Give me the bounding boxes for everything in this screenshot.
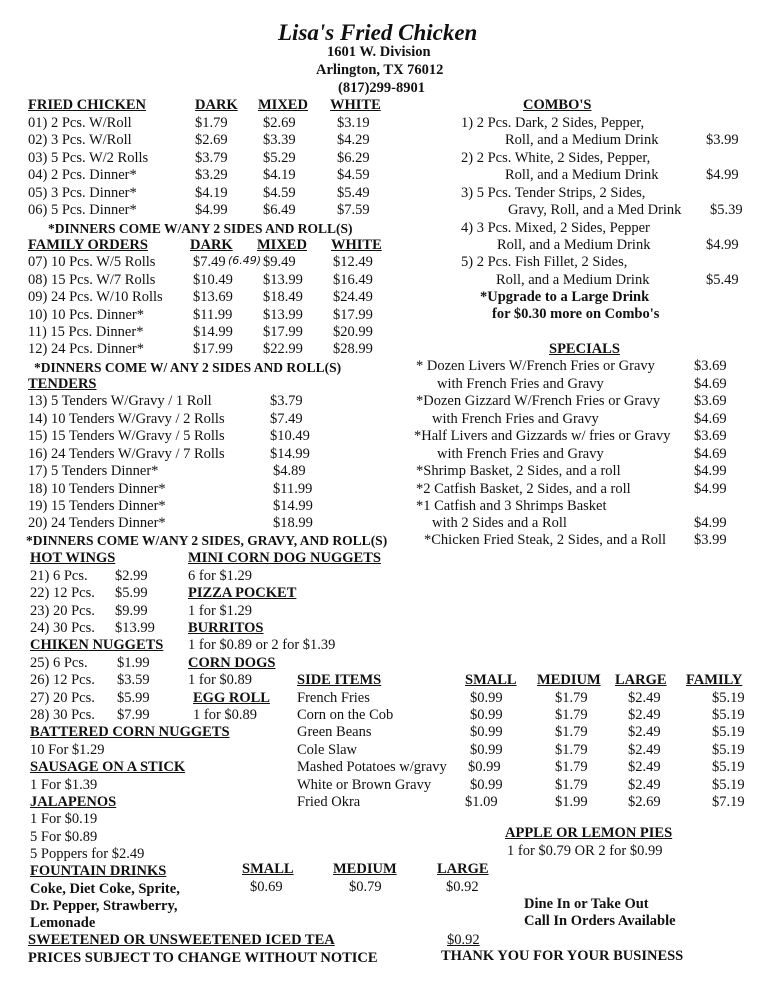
price: $10.49 (193, 272, 233, 288)
menu-row: 09) 24 Pcs. W/10 Rolls (28, 289, 163, 305)
col-medium: MEDIUM (537, 672, 601, 688)
price: $14.99 (193, 324, 233, 340)
price: $5.19 (712, 690, 745, 706)
menu-row: 18) 10 Tenders Dinner* (28, 481, 166, 497)
menu-row: 17) 5 Tenders Dinner* (28, 463, 159, 479)
price: $2.49 (628, 759, 661, 775)
address-line-2: Arlington, TX 76012 (316, 62, 444, 78)
special-line: *2 Catfish Basket, 2 Sides, and a roll (416, 481, 631, 497)
col-dark: DARK (195, 97, 238, 113)
corn-dogs-price: 1 for $0.89 (188, 672, 253, 688)
egg-roll-title: EGG ROLL (193, 690, 270, 706)
price: $3.59 (117, 672, 150, 688)
menu-row: 03) 5 Pcs. W/2 Rolls (28, 150, 149, 166)
price: $13.99 (115, 620, 155, 636)
price: $17.99 (333, 307, 373, 323)
price: $9.49 (263, 254, 296, 270)
price: $4.69 (694, 411, 727, 427)
price: $4.19 (263, 167, 296, 183)
nuggets-title: CHIKEN NUGGETS (30, 637, 164, 653)
price: $16.49 (333, 272, 373, 288)
price: $7.19 (712, 794, 745, 810)
price: $9.99 (115, 603, 148, 619)
price: $5.19 (712, 707, 745, 723)
col-mixed: MIXED (258, 97, 308, 113)
menu-row: 05) 3 Pcs. Dinner* (28, 185, 137, 201)
special-line: *1 Catfish and 3 Shrimps Basket (416, 498, 607, 514)
price: $3.69 (694, 393, 727, 409)
fountain-drinks-title: FOUNTAIN DRINKS (30, 863, 167, 879)
battered-corn-price: 10 For $1.29 (30, 742, 105, 758)
price: $0.99 (470, 742, 503, 758)
price: $5.29 (263, 150, 296, 166)
combo-line: Gravy, Roll, and a Med Drink (508, 202, 682, 218)
jalapenos-price: 5 For $0.89 (30, 829, 98, 845)
price: $4.69 (694, 376, 727, 392)
menu-row: 28) 30 Pcs. (30, 707, 95, 723)
price: $4.99 (706, 167, 739, 183)
menu-row: 12) 24 Pcs. Dinner* (28, 341, 144, 357)
price: $2.49 (628, 707, 661, 723)
price: $1.09 (465, 794, 498, 810)
price: $1.79 (555, 690, 588, 706)
special-line: with French Fries and Gravy (437, 376, 604, 392)
price: $13.99 (263, 307, 303, 323)
battered-corn-title: BATTERED CORN NUGGETS (30, 724, 230, 740)
price: $5.49 (706, 272, 739, 288)
price: $4.69 (694, 446, 727, 462)
price: $7.59 (337, 202, 370, 218)
drinks-list: Coke, Diet Coke, Sprite, (30, 881, 180, 897)
combo-line: Roll, and a Medium Drink (505, 132, 659, 148)
side-items-title: SIDE ITEMS (297, 672, 382, 688)
jalapenos-title: JALAPENOS (30, 794, 117, 810)
combo-line: Roll, and a Medium Drink (497, 237, 651, 253)
combo-line: 1) 2 Pcs. Dark, 2 Sides, Pepper, (461, 115, 645, 131)
price: $3.79 (195, 150, 228, 166)
price: $3.69 (694, 428, 727, 444)
price: $22.99 (263, 341, 303, 357)
special-line: *Shrimp Basket, 2 Sides, and a roll (416, 463, 621, 479)
upgrade-note: for $0.30 more on Combo's (492, 306, 660, 322)
price: $5.19 (712, 742, 745, 758)
price: $4.89 (273, 463, 306, 479)
menu-row: 25) 6 Pcs. (30, 655, 88, 671)
price: $5.99 (117, 690, 150, 706)
price: $7.49 (270, 411, 303, 427)
tenders-title: TENDERS (28, 376, 97, 392)
price: $14.99 (273, 498, 313, 514)
corn-dog-nuggets-title: MINI CORN DOG NUGGETS (188, 550, 381, 566)
price: $1.79 (555, 777, 588, 793)
jalapenos-price: 1 For $0.19 (30, 811, 98, 827)
price: $18.49 (263, 289, 303, 305)
price: $1.99 (117, 655, 150, 671)
combo-line: 2) 2 Pcs. White, 2 Sides, Pepper, (461, 150, 651, 166)
menu-row: 23) 20 Pcs. (30, 603, 95, 619)
price: $20.99 (333, 324, 373, 340)
price: $3.19 (337, 115, 370, 131)
pies-title: APPLE OR LEMON PIES (505, 825, 673, 841)
burritos-price: 1 for $0.89 or 2 for $1.39 (188, 637, 336, 653)
price: $2.69 (195, 132, 228, 148)
price: $2.49 (628, 742, 661, 758)
price: $2.49 (628, 690, 661, 706)
price: $28.99 (333, 341, 373, 357)
price: $3.99 (694, 532, 727, 548)
price: $14.99 (270, 446, 310, 462)
restaurant-title: Lisa's Fried Chicken (278, 20, 478, 45)
price: $0.99 (470, 690, 503, 706)
price: $1.79 (555, 724, 588, 740)
price: $5.19 (712, 759, 745, 775)
col-small: SMALL (242, 861, 294, 877)
price: $4.59 (337, 167, 370, 183)
hot-wings-title: HOT WINGS (30, 550, 116, 566)
side-item: Fried Okra (297, 794, 361, 810)
price: $0.69 (250, 879, 283, 895)
iced-tea-price: $0.92 (447, 932, 480, 948)
price: $1.79 (555, 759, 588, 775)
combo-line: 4) 3 Pcs. Mixed, 2 Sides, Pepper (461, 220, 650, 236)
price: $6.29 (337, 150, 370, 166)
price: $4.99 (694, 515, 727, 531)
price: $13.99 (263, 272, 303, 288)
price: $11.99 (193, 307, 233, 323)
poppers-price: 5 Poppers for $2.49 (30, 846, 145, 862)
special-line: *Half Livers and Gizzards w/ fries or Gravy (414, 428, 671, 444)
col-white: WHITE (331, 237, 382, 253)
iced-tea: SWEETENED OR UNSWEETENED ICED TEA (28, 932, 335, 948)
price: $7.99 (117, 707, 150, 723)
price: $4.19 (195, 185, 228, 201)
col-medium: MEDIUM (333, 861, 397, 877)
combo-line: Roll, and a Medium Drink (496, 272, 650, 288)
price: $4.29 (337, 132, 370, 148)
sausage-title: SAUSAGE ON A STICK (30, 759, 186, 775)
price: $11.99 (273, 481, 313, 497)
menu-row: 22) 12 Pcs. (30, 585, 95, 601)
side-item: Corn on the Cob (297, 707, 394, 723)
dinner-note: *DINNERS COME W/ ANY 2 SIDES AND ROLL(S) (34, 360, 342, 375)
price: $2.69 (263, 115, 296, 131)
price: $3.39 (263, 132, 296, 148)
menu-row: 11) 15 Pcs. Dinner* (28, 324, 144, 340)
egg-roll-price: 1 for $0.89 (193, 707, 258, 723)
specials-title: SPECIALS (549, 341, 620, 357)
price: $0.92 (446, 879, 479, 895)
special-line: *Dozen Gizzard W/French Fries or Gravy (416, 393, 661, 409)
price: $17.99 (263, 324, 303, 340)
price: $4.99 (694, 481, 727, 497)
price: $0.99 (470, 777, 503, 793)
price: $12.49 (333, 254, 373, 270)
menu-row: 16) 24 Tenders W/Gravy / 7 Rolls (28, 446, 225, 462)
price: $0.99 (468, 759, 501, 775)
address-line-1: 1601 W. Division (327, 44, 431, 60)
price: $24.49 (333, 289, 373, 305)
combo-line: 5) 2 Pcs. Fish Fillet, 2 Sides, (461, 254, 628, 270)
fried-chicken-title: FRIED CHICKEN (28, 97, 147, 113)
menu-row: 01) 2 Pcs. W/Roll (28, 115, 132, 131)
price: $0.99 (470, 724, 503, 740)
family-orders-title: FAMILY ORDERS (28, 237, 148, 253)
price: $5.19 (712, 724, 745, 740)
dinner-note: *DINNERS COME W/ANY 2 SIDES AND ROLL(S) (48, 221, 353, 236)
price: $7.49 (193, 254, 226, 270)
price: $4.99 (195, 202, 228, 218)
price: $4.59 (263, 185, 296, 201)
col-large: LARGE (615, 672, 667, 688)
special-line: with 2 Sides and a Roll (432, 515, 567, 531)
col-white: WHITE (330, 97, 381, 113)
special-line: *Chicken Fried Steak, 2 Sides, and a Roll (424, 532, 667, 548)
drinks-list: Lemonade (30, 915, 96, 931)
thank-you-note: THANK YOU FOR YOUR BUSINESS (441, 948, 684, 964)
price: $3.29 (195, 167, 228, 183)
price: $17.99 (193, 341, 233, 357)
price: $3.99 (706, 132, 739, 148)
side-item: White or Brown Gravy (297, 777, 432, 793)
special-line: with French Fries and Gravy (437, 446, 604, 462)
price: $1.79 (195, 115, 228, 131)
price: $5.99 (115, 585, 148, 601)
price: $18.99 (273, 515, 313, 531)
pizza-pocket-price: 1 for $1.29 (188, 603, 253, 619)
price: $6.49 (263, 202, 296, 218)
call-in-note: Call In Orders Available (524, 913, 676, 929)
drinks-list: Dr. Pepper, Strawberry, (30, 898, 178, 914)
price: $2.69 (628, 794, 661, 810)
pies-price: 1 for $0.79 OR 2 for $0.99 (507, 843, 663, 859)
price: $2.99 (115, 568, 148, 584)
combo-line: 3) 5 Pcs. Tender Strips, 2 Sides, (461, 185, 646, 201)
prices-note: PRICES SUBJECT TO CHANGE WITHOUT NOTICE (28, 950, 378, 966)
pizza-pocket-title: PIZZA POCKET (188, 585, 297, 601)
price: $2.49 (628, 724, 661, 740)
phone-number: (817)299-8901 (338, 80, 425, 96)
menu-row: 02) 3 Pcs. W/Roll (28, 132, 132, 148)
menu-row: 07) 10 Pcs. W/5 Rolls (28, 254, 156, 270)
dine-in-note: Dine In or Take Out (524, 896, 649, 912)
corn-dog-nuggets-price: 6 for $1.29 (188, 568, 253, 584)
menu-row: 26) 12 Pcs. (30, 672, 95, 688)
price: $0.99 (470, 707, 503, 723)
price: $1.79 (555, 707, 588, 723)
menu-row: 10) 10 Pcs. Dinner* (28, 307, 144, 323)
price: $3.69 (694, 358, 727, 374)
side-item: French Fries (297, 690, 370, 706)
burritos-title: BURRITOS (188, 620, 264, 636)
combos-title: COMBO'S (523, 97, 592, 113)
corn-dogs-title: CORN DOGS (188, 655, 276, 671)
price: $5.39 (710, 202, 743, 218)
upgrade-note: *Upgrade to a Large Drink (480, 289, 650, 305)
side-item: Green Beans (297, 724, 372, 740)
handwritten-correction: (6.49) (228, 254, 262, 267)
price: $5.19 (712, 777, 745, 793)
price: $4.99 (706, 237, 739, 253)
menu-row: 21) 6 Pcs. (30, 568, 88, 584)
price: $1.99 (555, 794, 588, 810)
dinner-note: *DINNERS COME W/ANY 2 SIDES, GRAVY, AND ROLL(S) (26, 533, 388, 548)
special-line: with French Fries and Gravy (432, 411, 599, 427)
side-item: Cole Slaw (297, 742, 358, 758)
menu-row: 06) 5 Pcs. Dinner* (28, 202, 137, 218)
menu-row: 15) 15 Tenders W/Gravy / 5 Rolls (28, 428, 225, 444)
price: $3.79 (270, 393, 303, 409)
combo-line: Roll, and a Medium Drink (505, 167, 659, 183)
price: $0.79 (349, 879, 382, 895)
menu-row: 14) 10 Tenders W/Gravy / 2 Rolls (28, 411, 225, 427)
sausage-price: 1 For $1.39 (30, 777, 98, 793)
col-mixed: MIXED (257, 237, 307, 253)
price: $4.99 (694, 463, 727, 479)
col-family: FAMILY (686, 672, 743, 688)
col-small: SMALL (465, 672, 517, 688)
side-item: Mashed Potatoes w/gravy (297, 759, 447, 775)
menu-row: 24) 30 Pcs. (30, 620, 95, 636)
price: $5.49 (337, 185, 370, 201)
price: $10.49 (270, 428, 310, 444)
price: $2.49 (628, 777, 661, 793)
price: $1.79 (555, 742, 588, 758)
menu-row: 13) 5 Tenders W/Gravy / 1 Roll (28, 393, 212, 409)
menu-row: 27) 20 Pcs. (30, 690, 95, 706)
menu-row: 19) 15 Tenders Dinner* (28, 498, 166, 514)
special-line: * Dozen Livers W/French Fries or Gravy (416, 358, 655, 374)
menu-row: 08) 15 Pcs. W/7 Rolls (28, 272, 156, 288)
col-large: LARGE (437, 861, 489, 877)
price: $13.69 (193, 289, 233, 305)
menu-row: 04) 2 Pcs. Dinner* (28, 167, 137, 183)
menu-row: 20) 24 Tenders Dinner* (28, 515, 166, 531)
col-dark: DARK (190, 237, 233, 253)
